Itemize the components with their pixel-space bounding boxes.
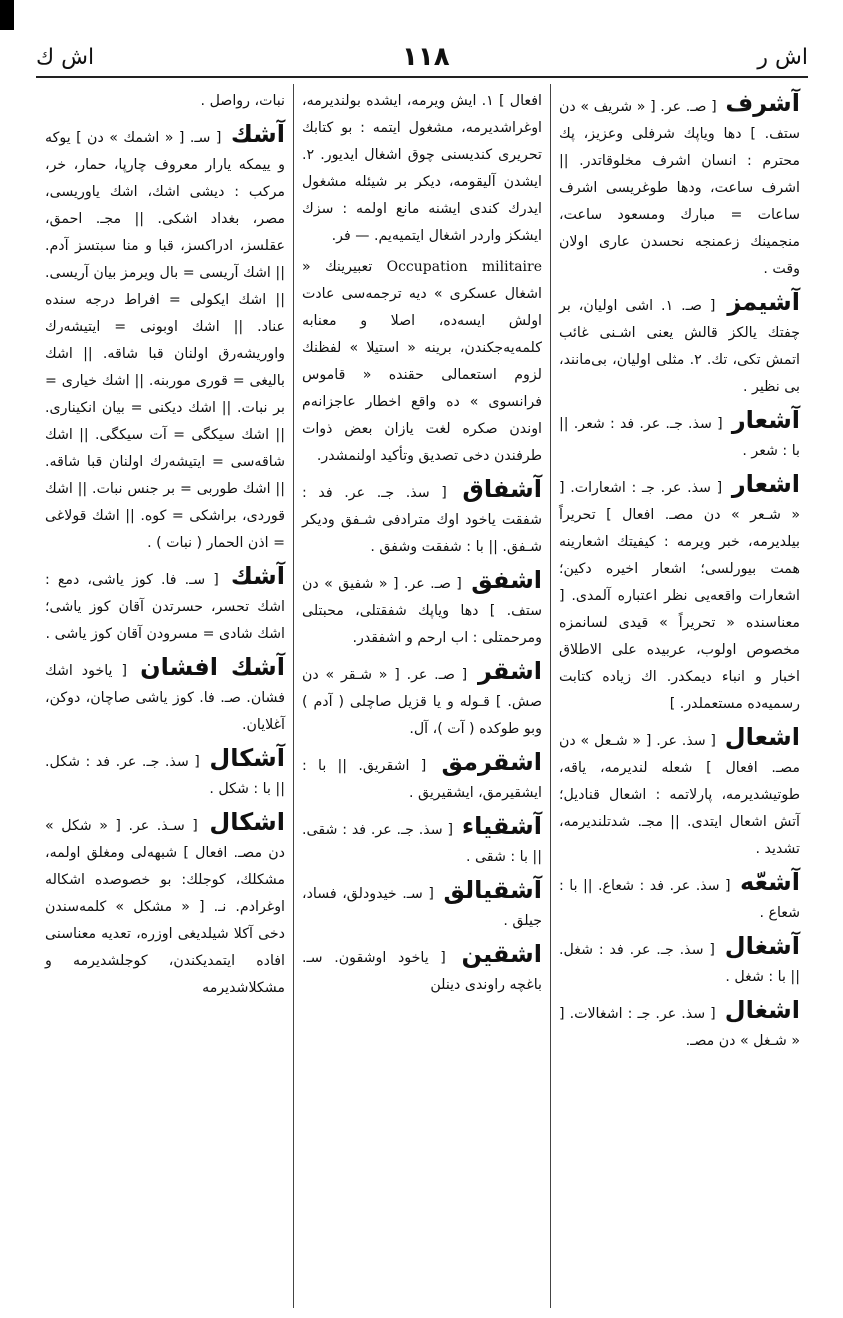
dictionary-entry [559,867,800,927]
dictionary-entry [45,807,285,1002]
dictionary-entry [302,747,542,807]
definition-text: [ سذ. عر. جـ : اشعارات. [ « شـعر » دن مصـ. افعال ] تحریراً بیلدیرمه، خبر ویرمه : کیفیتك اشعارینه همت بیورلسی؛ اشعار اخیره دکین؛ اشعارات واقعه‌یی نظر اعتباره آلمدی. [ معناسنده « تحریراً » قیدی لسانمزه مخصوص اولوب، عربیده علی الاطلاق اخبار و انباء دیمکدر. اك زیاده کتابت رسمیه‌ده مستعملدر. ] [559,480,800,712]
dictionary-entry [45,652,285,739]
column-left [37,84,294,1308]
definition-text: افعال ] ۱. ایش ویرمه، ایشده بولندیرمه، اوغراشدیرمه، مشغول ایتمه : بو کتابك تحریری کندیسنی چوق اشغال ایدیور. ۲. ایشدن آلیقومه، دیکر بر شیئله مشغول ایدرك کندی ایشنه مانع اولمه : سزك ایشکز واردر اشغال ایتمیه‌یم. — فر. [302,93,542,244]
dictionary-entry [559,469,800,718]
definition-text: [ سذ. عر. [ « شـعل » دن مصـ. افعال ] شعله لندیرمه، یاقه، طوتیشدیرمه، پارلاتمه : اشعال قنادیل؛ آتش اشعال ایتدی. || مجـ. شدتلندیرمه، تشدید . [559,733,800,857]
page-header [36,40,808,74]
dictionary-entry [45,743,285,803]
headword: اشکال [209,808,285,836]
headword: اشعال [724,723,800,751]
right-guide-word: اش ر [757,44,808,70]
headword: اشقرمق [441,748,543,776]
headword: آشعار [731,406,801,434]
definition-text: نبات، رواصل . [200,93,285,109]
dictionary-entry [559,995,800,1055]
definition-text: [ صـ. عر. [ « شـقر » دن صش. ] قـوله و یا قزیل صاچلی ( آدم ) وبو طوکده ( آت )، آل. [302,667,542,737]
definition-text: تعبیرینك « اشغال عسکری » دیه ترجمه‌سی عادت اولش ایسه‌ده، اصلا و معنابه کلمه‌یه‌جکندن، برینه « استیلا » لفظنك لزوم استعمالی حقنده « قاموس فرانسوی » ده واقع اخطار عاجزانه‌م اوندن صکره لغت یازان بعض ذوات طرفندن دخی تصدیق وتأکید اولنمشدر. [302,259,542,464]
dictionary-entry [302,939,542,999]
headword: آشك [230,562,285,590]
latin-phrase: Occupation militaire [386,259,542,275]
headword: آشکال [209,744,285,772]
corner-mark [0,0,14,30]
definition-text: [ سـ. [ « اشمك » دن ] یوکه و ییمکه یارار معروف چارپا، حمار، خر، مرکب : دیشی اشك، اشك یاوریسی، مصر، بغداد اشکی. || مجـ. احمق، عقلسز، ادراکسز، قبا و منا سبتسز آدم. || اشك آریسی = بال ویرمز بیان آریسی. || اشك ایکولی = افراط درجه سنده عناد. || اشك اوبونی = ایتیشه‌رك واوریشه‌رق اولنان قبا شاقه. || اشك بالیغی = قوری موربنه. || اشك خیاری = بر نبات. || اشك دیکنی = بیان انکیناری. || اشك سیکگی = آت سیکگی. || اشك شاقه‌سی = ایتیشه‌رك اولنان قبا شاقه. || اشك طوربی = بر جنس نبات. || اشك قوردی، براشکی = کوه. || اشك قولاغی = اذن الحمار ( نبات ) . [45,130,285,551]
dictionary-entry [45,119,285,557]
headword: آشغال [724,932,800,960]
dictionary-entry [302,811,542,871]
headword: آشك افشان [140,653,285,681]
dictionary-entry [302,565,542,652]
definition-text: [ یاخود اشك فشان. صـ. فا. کوز یاشی صاچان، دوکن، آغلایان. [45,663,285,733]
definition-text: [ اشقریق. || با : ایشقیرمق، ایشقیریق . [302,758,542,801]
dictionary-entry [45,561,285,648]
dictionary-entry [559,931,800,991]
definition-text: [ سـذ. عر. [ « شکل » دن مصـ. افعال ] شبهه‌لی ومغلق اولمه، مشکلك، کوجلك: بو خصوصده اشکاله اوغرادم. نـ. [ « مشکل » کلمه‌سندن دخی آکلا شیلدیغی اوزره، تعدیه معناسنی افاده ایتمدیکندن، کوجلشدیرمه و مشکلاشدیرمه [45,818,285,996]
definition-text: [ سـ. فا. کوز یاشی، دمع : اشك تحسر، حسرتدن آقان کوز یاشی؛ اشك شادی = مسرودن آقان کوز یاشی . [45,572,285,642]
dictionary-entry [559,287,800,401]
dictionary-entry [559,722,800,863]
headword: آشقیالق [443,876,542,904]
dictionary-entry [302,88,542,250]
page-number: ۱۱۸ [401,42,450,72]
definition-text: [ سذ. عر. فد : شعاع. || با : شعاع . [559,878,800,921]
definition-text: [ سذ. جـ. عر. فد : شفقت یاخود اوك مترادفی شـفق ودیکر شـفق. || با : شفقت وشفق . [302,485,542,555]
header-rule [36,76,808,78]
definition-text: [ سذ. عر. جـ : اشغالات. [ « شـغل » دن مصـ. [559,1006,800,1049]
definition-text: [ صـ. عر. [ « شفیق » دن ستف. ] دها ویاپك شفقتلی، محبتلی ومرحمتلی : اب ارحم و اشفقدر. [302,576,542,646]
headword: اشقین [461,940,542,968]
definition-text: [ یاخود اوشقون. سـ. باغچه راوندی دینلن [302,950,542,993]
definition-text: [ سـ. خیدودلق، فساد، جیلق . [302,886,542,929]
headword: آشقیاء [461,812,542,840]
definition-text: [ سذ. جـ. عر. فد : شغل. || با : شغل . [559,942,800,985]
headword: اشعار [731,470,801,498]
dictionary-entry [302,656,542,743]
headword: آشفاق [462,475,542,503]
left-guide-word: اش ك [36,44,95,70]
definition-text: [ صـ. ۱. اشی اولیان، بر چفتك یالکز قالش یعنی اشـنی غائب اتمش تکی، تك. ۲. مثلی اولیان، بی‌مانند، بی نظیر . [559,298,800,395]
headword: آشعّه [740,868,800,896]
dictionary-entry [559,88,800,283]
column-right [551,84,808,1308]
dictionary-entry [302,254,542,470]
definition-text: [ سذ. جـ. عر. فد : شقی. || با : شقی . [302,822,542,865]
headword: آشرف [725,89,800,117]
headword: اشقر [477,657,542,685]
dictionary-entry [302,474,542,561]
dictionary-entry [559,405,800,465]
headword: آشیمز [727,288,800,316]
headword: اشفق [471,566,543,594]
dictionary-columns [36,84,808,1308]
dictionary-entry [45,88,285,115]
definition-text: [ صـ. عر. [ « شریف » دن ستف. ] دها ویاپك شرفلی وعزیز، پك محترم : انسان اشرف مخلوقاتدر. || اشرف ساعت، ودها طوغریسی اشرف ساعات = مبارك ومسعود ساعت، منجمینك زعمنجه نحسدن عاری اولان وقت . [559,99,800,277]
headword: اشغال [724,996,800,1024]
definition-text: [ سذ. جـ. عر. فد : شعر. || با : شعر . [559,416,800,459]
column-middle [294,84,551,1308]
dictionary-entry [302,875,542,935]
definition-text: [ سذ. جـ. عر. فد : شکل. || با : شکل . [45,754,285,797]
headword: آشك [230,120,285,148]
